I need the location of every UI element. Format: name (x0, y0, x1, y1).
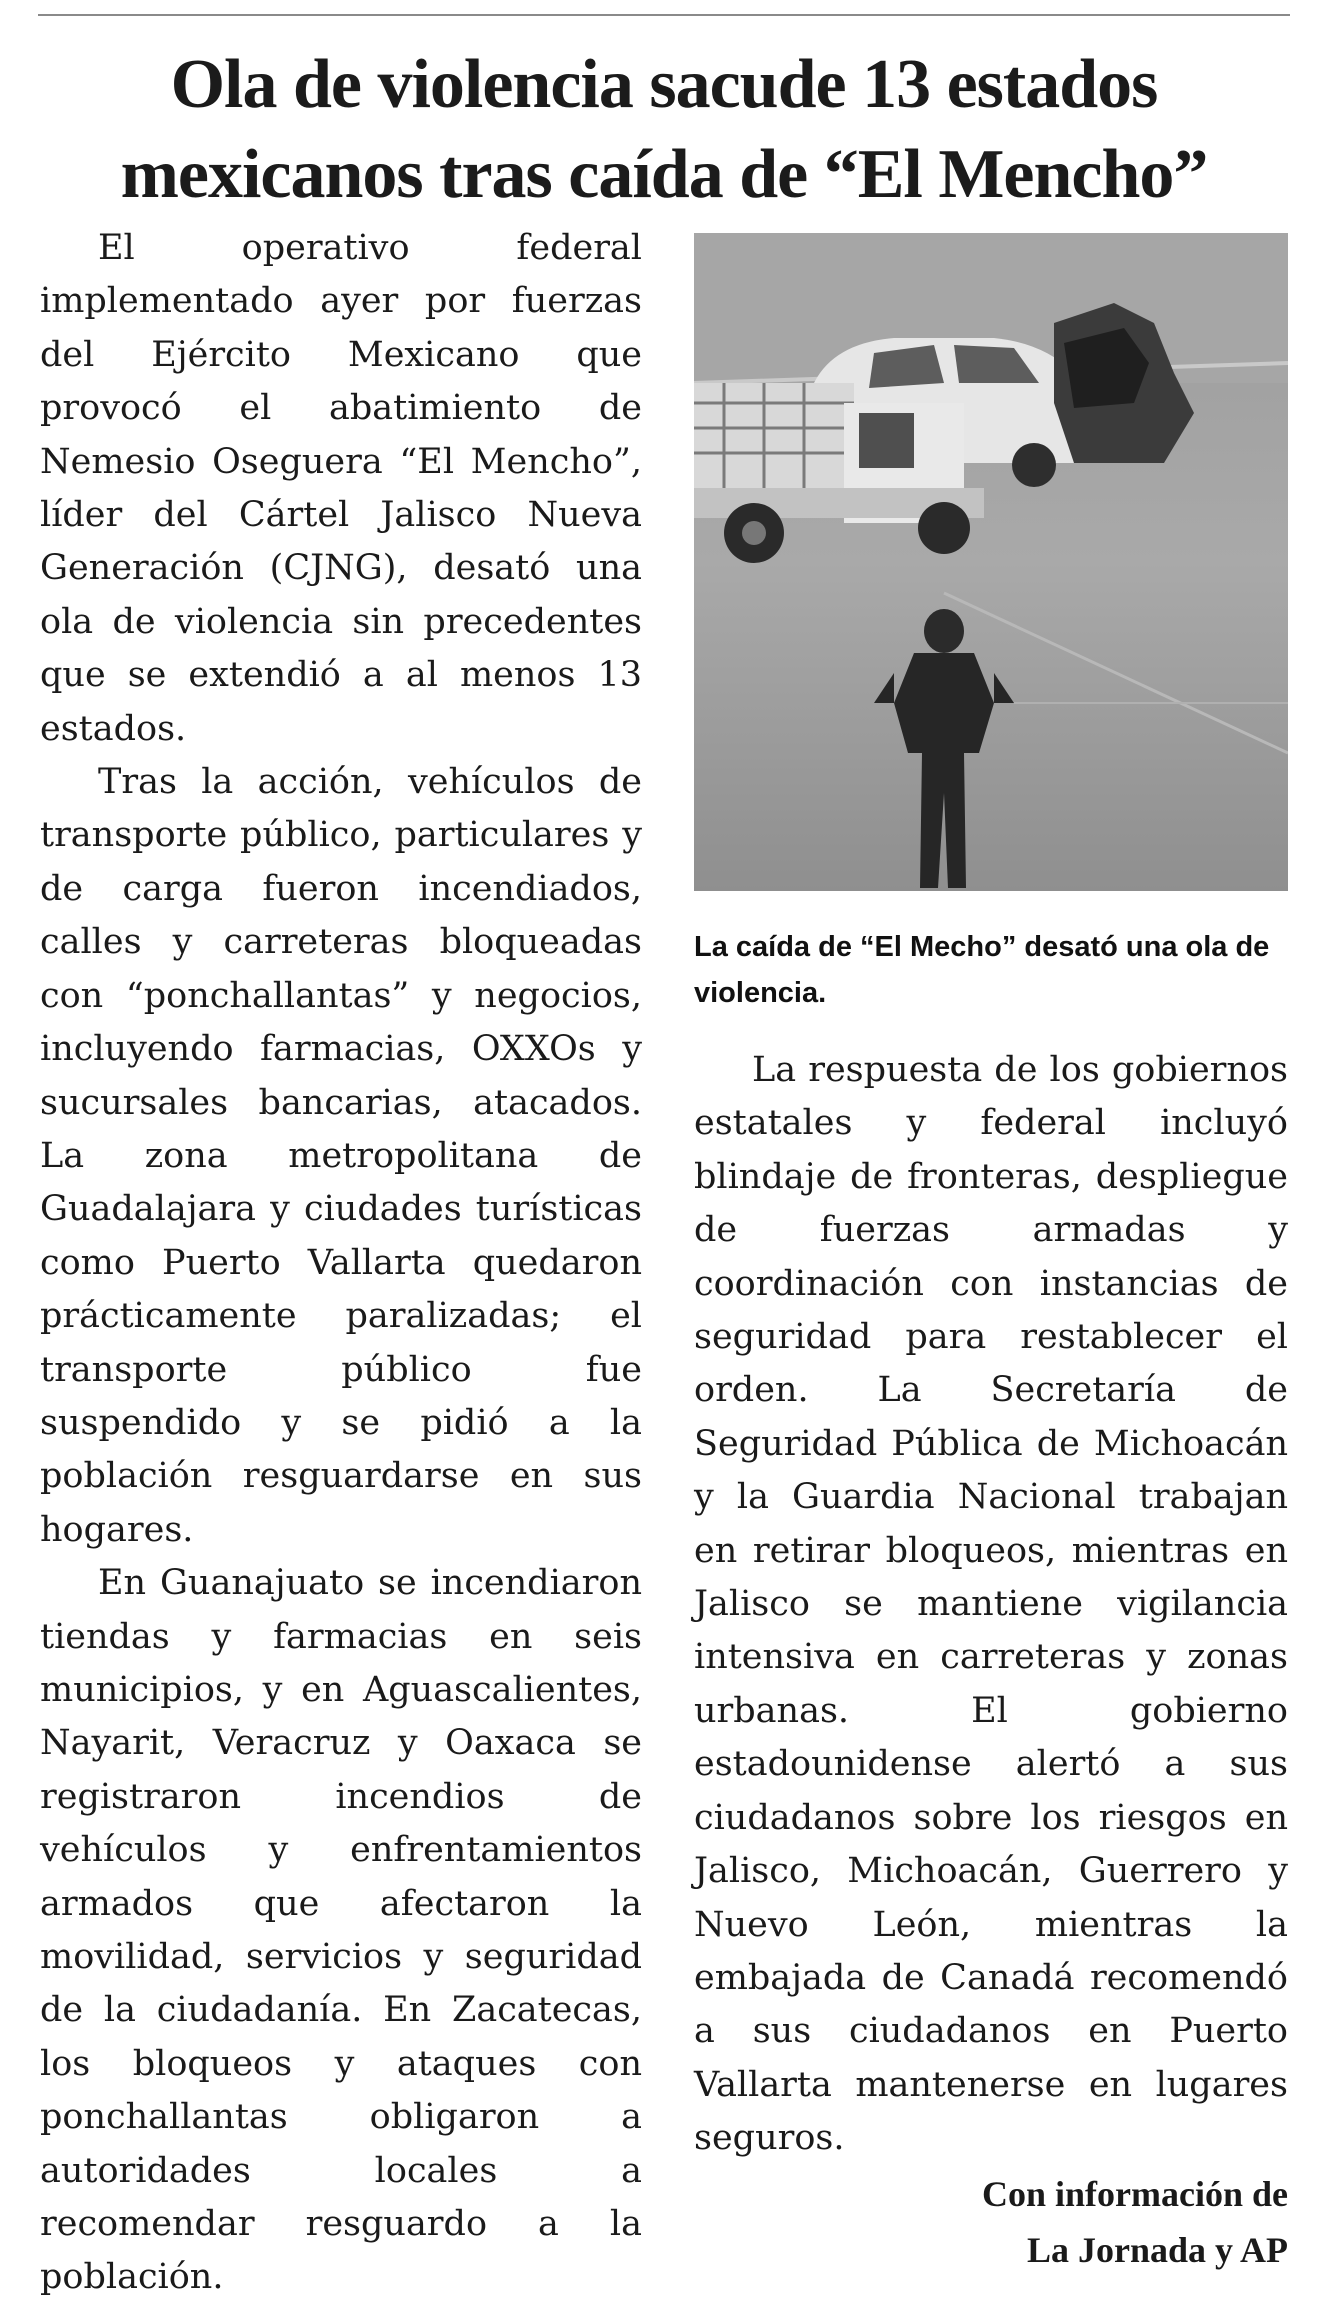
headline (40, 40, 1288, 220)
headline-line-2: mexicanos tras caída de “El Mencho” (120, 136, 1208, 213)
paragraph-3: En Guanajuato se incendiaron tiendas y farmacias en seis municipios, y en Aguascalientes, Nayarit, Veracruz y Oaxaca se registraron incendios de vehículos y enfrentamientos armados que afectaron la movilidad, servicios y seguridad de la ciudadanía. En Zacatecas, los bloqueos y ataques con ponchallantas obligaron a autoridades locales a recomendar resguardo a la población. (40, 1563, 642, 2298)
photo-caption: La caída de “El Mecho” desató una ola de violencia. (694, 931, 1270, 1009)
headline-line-1: Ola de violencia sacude 13 estados (170, 46, 1158, 123)
article-credit (694, 2166, 1288, 2278)
paragraph-4: La respuesta de los gobiernos estatales y federal incluyó blindaje de fronteras, despliegue de fuerzas armadas y coordinación con instancias de seguridad para restablecer el orden. La Secretaría de Seguridad Pública de Michoacán y la Guardia Nacional trabajan en retirar bloqueos, mientras en Jalisco se mantiene vigilancia intensiva en carreteras y zonas urbanas. El gobierno estadounidense alertó a sus ciudadanos sobre los riesgos en Jalisco, Michoacán, Guerrero y Nuevo León, mientras la embajada de Canadá recomendó a sus ciudadanos en Puerto Vallarta mantenerse en lugares seguros. (694, 1050, 1288, 2159)
credit-line-1: Con información de (982, 2173, 1288, 2214)
top-rule (38, 14, 1290, 16)
paragraph-1: El operativo federal implementado ayer por fuerzas del Ejército Mexicano que provocó el abatimiento de Nemesio Oseguera “El Mencho”, líder del Cártel Jalisco Nueva Generación (CJNG), desató una ola de violencia sin precedentes que se extendió a al menos 13 estados. (40, 228, 642, 749)
paragraph-2: Tras la acción, vehículos de transporte público, particulares y de carga fueron incendiados, calles y carreteras bloqueadas con “ponchallantas” y negocios, incluyendo farmacias, OXXOs y sucursales bancarias, atacados. La zona metropolitana de Guadalajara y ciudades turísticas como Puerto Vallarta quedaron prácticamente paralizadas; el transporte público fue suspendido y se pidió a la población resguardarse en sus hogares. (40, 762, 642, 1550)
credit-line-2: La Jornada y AP (1026, 2229, 1288, 2270)
article-column-right (694, 1044, 1288, 2278)
article-column-left (40, 222, 642, 2305)
news-photo (694, 233, 1288, 891)
